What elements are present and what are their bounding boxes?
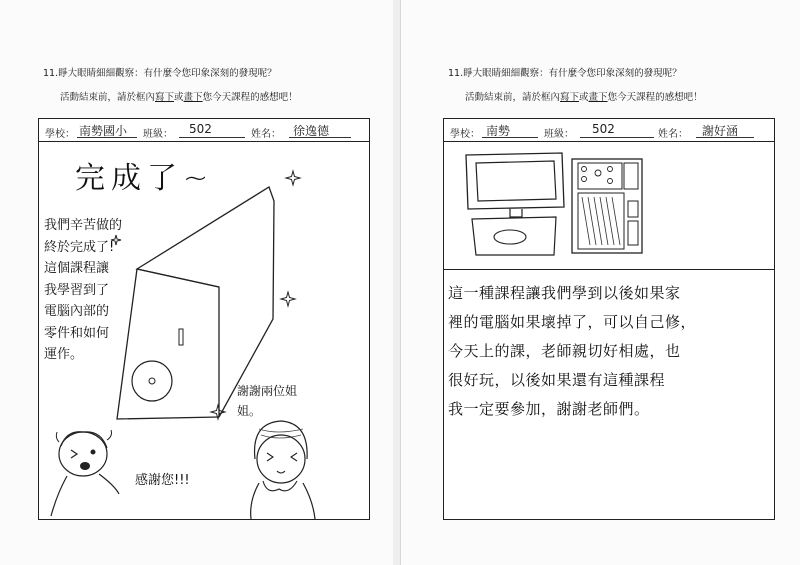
reflection-line: 運作。 (44, 347, 84, 362)
reflection-text (44, 215, 122, 366)
reflection-line: 零件和如何 (44, 325, 110, 341)
name-label: 姓名： (251, 129, 281, 140)
left-worksheet (0, 0, 394, 565)
reflection-line: 這個課程讓 (44, 261, 110, 276)
thanks-line: 謝謝兩位姐 (237, 384, 298, 398)
student-info-header (39, 119, 369, 142)
instruction-end: 您今天課程的感想吧！ (607, 92, 703, 103)
computer-case-drawing (568, 157, 648, 257)
woman-face-drawing (239, 415, 329, 519)
name-value: 謝好涵 (702, 124, 739, 138)
thanks-bottom: 感謝您!!! (135, 473, 190, 488)
instruction-text (60, 89, 298, 103)
reflection-line: 我一定要參加，謝謝老師們。 (448, 400, 650, 418)
instruction-or: 或 (174, 92, 184, 103)
reflection-line: 這一種課程讓我們學到以後如果家 (448, 284, 681, 302)
name-underline (289, 137, 351, 138)
question-text: 11.睜大眼睛細細觀察：有什麼令您印象深刻的發現呢？ (43, 68, 277, 79)
question-text: 11.睜大眼睛細細觀察：有什麼令您印象深刻的發現呢？ (448, 68, 682, 79)
school-label: 學校： (450, 129, 480, 140)
school-label: 學校： (45, 129, 75, 140)
name-underline (696, 137, 754, 138)
instruction-draw: 畫下 (183, 92, 203, 103)
reflection-line: 我們辛苦做的 (44, 218, 123, 233)
writing-separator (444, 269, 774, 270)
instruction-end: 您今天課程的感想吧！ (202, 92, 298, 103)
class-underline (580, 137, 654, 138)
reflection-text (448, 279, 696, 424)
reflection-line: 很好玩，以後如果還有這種課程 (448, 371, 666, 389)
school-value: 南勢 (486, 124, 511, 138)
school-underline (77, 137, 137, 138)
name-value: 徐逸德 (293, 124, 330, 138)
instruction-part: 活動結束前，請於框內 (465, 92, 561, 103)
right-worksheet (400, 0, 800, 565)
instruction-write: 寫下 (560, 92, 580, 103)
page-gutter (393, 0, 400, 565)
reflection-line: 裡的電腦如果壞掉了，可以自己修， (448, 313, 697, 331)
instruction-draw: 畫下 (588, 92, 608, 103)
student-info-header (444, 119, 774, 142)
instruction-write: 寫下 (155, 92, 175, 103)
class-label: 班級： (544, 129, 574, 140)
reflection-line: 我學習到了 (44, 282, 110, 298)
instruction-or: 或 (579, 92, 589, 103)
school-value: 南勢國小 (79, 124, 128, 138)
girl-face-drawing (47, 424, 127, 519)
drawing-title: 完成了~ (75, 161, 215, 196)
answer-box (38, 118, 370, 520)
monitor-drawing (462, 151, 572, 261)
thanks-line: 姐。 (237, 404, 262, 418)
school-underline (482, 137, 538, 138)
class-value: 502 (592, 122, 615, 136)
reflection-line: 終於完成了! (44, 239, 115, 255)
class-underline (179, 137, 245, 138)
reflection-line: 今天上的課，老師親切好相處，也 (448, 342, 681, 360)
instruction-text (465, 89, 703, 103)
answer-box (443, 118, 775, 520)
class-value: 502 (189, 122, 212, 136)
reflection-line: 電腦內部的 (44, 304, 110, 319)
name-label: 姓名： (658, 129, 688, 140)
instruction-part: 活動結束前，請於框內 (60, 92, 156, 103)
class-label: 班級： (143, 129, 173, 140)
